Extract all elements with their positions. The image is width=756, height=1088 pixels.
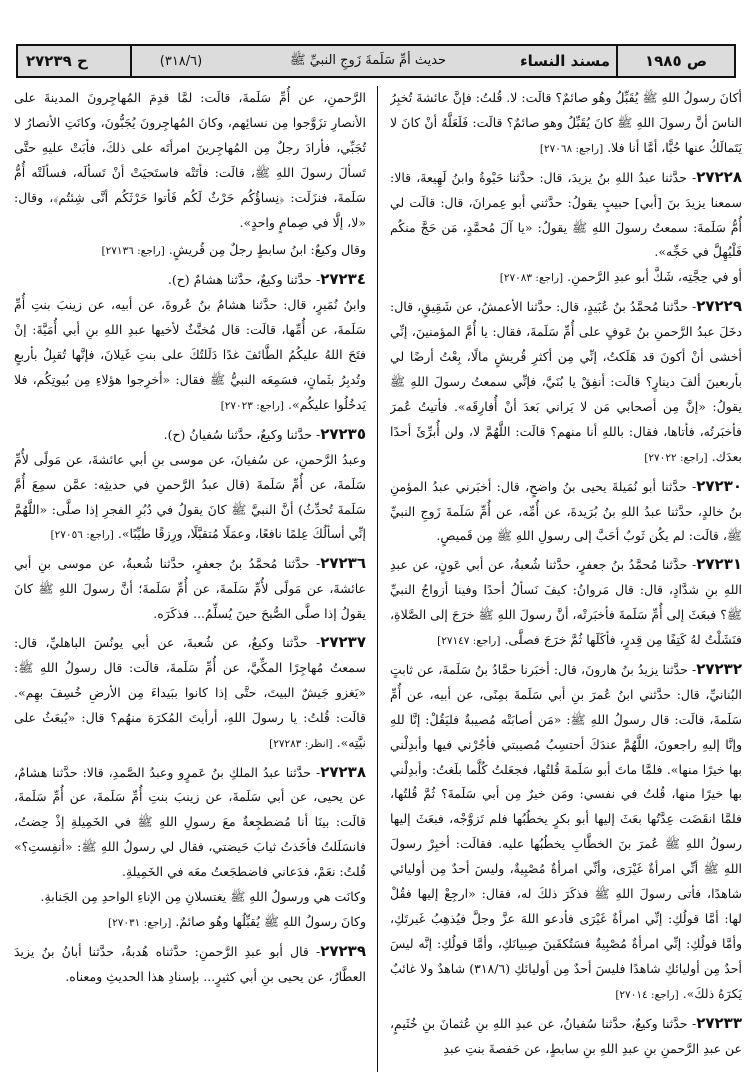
cross-reference: [راجع: ٢٧٠٣١]	[108, 917, 172, 929]
volume-reference: (٣١٨/٦)	[130, 46, 230, 76]
hadith-text: - حدَّثنا مُحمَّدُ بنُ جعفرٍ، حدَّثنا شُعبةُ، عن موسى بنِ أبي عائشةَ، عن مَولًى لأُمِّ سَلَمةَ، عن أُمِّ سَلَمةَ؛ أنَّ رسولَ اللهِ ﷺ كانَ يقولُ إذا صلَّى الصُّبحَ حينَ يُسلِّمُ... فذكَرَه.	[14, 556, 366, 622]
hadith-text: - قال أبو عبدِ الرَّحمنِ: حدَّثناه هُدبةُ، حدَّثنا أبانُ بنُ يزيدَ العطَّارُ، عن يحيى بنِ أبي كثيرٍ... بإسنادِ هذا الحديثِ ومعناه.	[14, 943, 366, 984]
right-column	[390, 86, 742, 1076]
hadith-title: - حدَّثنا وكيعٌ، حدَّثنا سُفيانُ (ح).	[163, 426, 321, 442]
hadith-text: - حدَّثنا يزيدُ بنُ هارونَ، قال: أخبَرنا حمَّادُ بنُ سَلَمةَ، عن ثابتٍ البُنانيِّ، قال: حدَّثني ابنُ عُمرَ بنِ أبي سَلَمةَ بمِنًى، عن أبيه، عن أُمِّ سَلَمةَ، قالَت: قال رسولُ اللهِ ﷺ: «مَن أصابَتْه مُصيبةٌ فليَقُلْ: إنَّا للهِ وإنَّا إليهِ راجعونَ، اللَّهُمَّ عندَكَ أحتسِبُ مُصيبتي فأجُرْني فيها وأبدِلْني بها خيرًا منها». فلمَّا ماتَ أبو سَلَمةَ قُلتُها، فجعَلتُ كُلَّما بلَغتُ: وأبدِلْني بها خيرًا منها، قُلتُ في نفسي: ومَن خيرٌ مِن أبي سَلَمةَ؟ ثُمَّ قُلتُها، فلمَّا انقَضَت عِدَّتُها بعَثَ إليها أبو بكرٍ يخطُبُها فلم تَزوَّجْه، فبعَثَ إليها رسولُ اللهِ ﷺ عُمرَ بنَ الخطَّابِ يخطُبُها عليه. فقالَت: أخبِرْ رسولَ اللهِ ﷺ أنِّي امرأةٌ غَيْرَى، وأنِّي امرأةٌ مُصْبِيةٌ، وليسَ أحدٌ مِن أوليائي شاهدًا، فأتى رسولَ اللهِ ﷺ فذكَرَ ذلكَ له، فقال: «ارجِعْ إليها فقُلْ لها: أمَّا قولُكِ: إنِّي امرأةٌ غَيْرَى فأدعو اللهَ عزَّ وجلَّ فيُذهِبُ غَيرتَكِ، وأمَّا قولُكِ: إنِّي امرأةٌ مُصْبِيةٌ فسَتُكفَينَ صِبيانَكِ، وأمَّا قولُكِ: إنَّه ليسَ أحدٌ مِن أوليائكِ شاهدًا فليسَ أحدٌ مِن أوليائكِ (٣١٨/٦) شاهدٌ ولا غائبٌ يَكرَهُ ذلكَ».	[390, 661, 742, 1001]
cross-reference: [راجع: ٢٧٠٦٨]	[539, 142, 604, 155]
paragraph-text: الرَّحمنِ، عن أُمِّ سَلَمةَ، قالَت: لمَّا قدِمَ المُهاجِرونَ المدينةَ على الأنصارِ تزَوَّجوا مِن نسائِهم، وكانَ المُهاجِرونَ يُجَبُّونَ، وكانَتِ الأنصارُ لا تُجَبِّي، فأرادَ رجلٌ مِن المُهاجِرينَ امرأتَه على ذلكَ، فأبَتْ عليهِ حتَّى تَسألَ رسولَ اللهِ ﷺ، قالَت: فأتَتْه فاستَحيَتْ أنْ تَسألَه، فسألَتْه أُمُّ سَلَمةَ، فنزَلَت: ﴿نِساؤُكُم حَرْثٌ لَكُم فَأتوا حَرْثَكُم أنَّى شِئتُم﴾، وقال: «لا، إلَّا في صِمامٍ واحدٍ».	[14, 90, 366, 230]
hadith-number: ٢٧٢٢٨	[696, 167, 742, 186]
hadith-entry	[390, 294, 742, 470]
hadith-entry	[14, 422, 366, 448]
paragraph	[390, 86, 742, 162]
cross-reference: [راجع: ٢٧١٣٦]	[101, 245, 165, 258]
paragraph-text: وكانَت هي ورسولُ اللهِ ﷺ يغتسلانِ مِن الإناءِ الواحدِ مِن الجَنابةِ.	[40, 889, 366, 905]
hadith-section-title: حديث أمِّ سَلَمةَ زَوجِ النبيِّ ﷺ	[289, 52, 447, 68]
hadith-text: - حدَّثنا عبدُ الملكِ بنُ عَمرٍو وعبدُ الصَّمدِ، قالا: حدَّثنا هشامٌ، عن يحيى، عن أبي سَلَمةَ، عن زينبَ بنتِ أُمِّ سَلَمةَ، عن أُمِّ سَلَمةَ، قالَت: بينَا أنا مُضطجِعةٌ معَ رسولِ اللهِ ﷺ في الخَمِيلةِ إذْ حِضتُ، فانسَلَلتُ فأخَذتُ ثيابَ حَيضتي، فقال لي رسولُ اللهِ ﷺ: «أنفِستِ؟» قُلتُ: نعَمْ، فدَعاني فاضطجَعتُ معَه في الخَمِيلةِ.	[14, 764, 366, 880]
hadith-number: ٢٧٢٣١	[696, 555, 742, 574]
cross-reference: [راجع: ٢٧٠٨٣]	[499, 272, 564, 285]
cross-reference: [راجع: ٢٧٠١٤]	[615, 988, 679, 1001]
cross-reference: [راجع: ٢٧١٤٧]	[437, 635, 501, 648]
hadith-number: ٢٧٢٣٥	[320, 424, 366, 443]
hadith-text: - حدَّثنا وكيعٌ، عن شُعبةَ، عن أبي يونُسَ الباهليِّ، قال: سمعتُ مُهاجِرًا المكِّيَّ، عن أُمِّ سَلَمةَ، قالَت: قال رسولُ اللهِ ﷺ: «يَغزو جَيشٌ البيتَ، حتَّى إذا كانوا ببَيداءَ مِن الأرضِ خُسِفَ بهِم». قالَت: قُلتُ: يا رسولَ اللهِ، أرأيتَ المُكرَهَ منهُم؟ قال: «يُبعَثُ على نيَّتِه».	[14, 635, 366, 750]
hadith-range: ح ٢٧٢٣٩	[26, 52, 88, 70]
hadith-number: ٢٧٢٣٤	[320, 270, 366, 289]
hadith-entry	[390, 552, 742, 654]
paragraph-text: أو في حِجَّتِه، شَكَّ أبو عبدِ الرَّحمنِ.	[567, 269, 742, 285]
cross-reference: [راجع: ٢٧٠٢٣]	[220, 399, 284, 412]
hadith-entry	[14, 267, 366, 293]
hadith-number: ٢٧٢٣٦	[320, 554, 366, 573]
hadith-number: ٢٧٢٢٩	[696, 297, 742, 316]
hadith-title: - حدَّثنا وكيعٌ، حدَّثنا هشامٌ (ح).	[167, 272, 321, 288]
paragraph-text: أكانَ رسولُ اللهِ ﷺ يُقَبِّلُ وهُو صائمٌ؟ قالَت: لا. قُلتُ: فإنَّ عائشةَ تُخبِرُ الناسَ أنَّ رسولَ اللهِ ﷺ كانَ يُقَبِّلُ وهو صائمٌ؟ قالَت: فَلَعَلَّهُ أنْ كانَ لا يَتَمالَكُ عنها حُبًّا، أمَّا أنا فلا.	[390, 90, 742, 155]
paragraph-text: وعبدُ الرَّحمنِ، عن سُفيانَ، عن موسى بنِ أبي عائشةَ، عن مَولًى لأُمِّ سَلَمةَ، عن أُمِّ سَلَمةَ (قال عبدُ الرَّحمنِ في حديثِه: عمَّن سمِعَ أُمَّ سَلَمةَ تُحدِّثُ) أنَّ النبيَّ ﷺ كانَ يقولُ في دُبُرِ الفجرِ إذا صلَّى: «اللَّهُمَّ إنِّي أسألُكَ عِلمًا نافعًا، وعمَلًا مُتقبَّلًا، ورِزقًا طيِّبًا».	[14, 451, 366, 542]
hadith-entry	[14, 939, 366, 990]
musnad-title: مسند النساء	[519, 52, 610, 70]
left-column	[14, 86, 366, 1076]
hadith-number: ٢٧٢٣٠	[696, 476, 742, 495]
hadith-entry	[390, 165, 742, 266]
hadith-text: - حدَّثنا وكيعٌ، حدَّثنا سُفيانُ، عن عبدِ اللهِ بنِ عُثمانَ بنِ خُثَيمٍ، عن عبدِ الرَّحمنِ بنِ عبدِ اللهِ بنِ سابطٍ، عن حَفصةَ بنتِ عبدِ	[390, 1015, 742, 1056]
hadith-text: - حدَّثنا أبو نُمَيلةَ يحيى بنُ واضحٍ، قال: أخبَرني عبدُ المؤمنِ بنُ خالدٍ، حدَّثنا عبدُ اللهِ بنُ بُرَيدةَ، عن أُمِّه، عن أُمِّ سَلَمةَ زَوجِ النبيِّ ﷺ، قالَت: لم يكُن ثَوبٌ أحَبَّ إلى رسولِ اللهِ ﷺ مِن قَميصٍ.	[390, 478, 742, 544]
hadith-number: ٢٧٢٣٩	[320, 941, 366, 960]
hadith-text: - حدَّثنا عبدُ اللهِ بنُ يزيدَ، قال: حدَّثنا حَيْوةُ وابنُ لَهِيعةَ، قالا: سمعنا يزيدَ بنَ [أبي] حبيبٍ يقولُ: حدَّثني أبو عِمرانَ، قال: قالَت لي أُمُّ سَلَمةَ: سمعتُ رسولَ اللهِ ﷺ يقولُ: «يا آلَ مُحمَّدٍ، مَن حَجَّ منكُم فَلْيُهِلَّ في حَجِّه».	[390, 169, 742, 260]
page-number: ص ١٩٨٥	[616, 46, 734, 76]
hadith-number: ٢٧٢٣٣	[696, 1013, 742, 1032]
paragraph	[14, 910, 366, 936]
paragraph	[390, 265, 742, 291]
hadith-number: ٢٧٢٣٨	[320, 762, 366, 781]
hadith-entry	[14, 630, 366, 757]
column-divider	[377, 86, 378, 1072]
hadith-entry	[14, 760, 366, 886]
page-header	[16, 44, 736, 78]
cross-reference: [راجع: ٢٧٠٢٢]	[644, 451, 708, 464]
paragraph-text: وابنُ نُمَيرٍ، قال: حدَّثنا هشامُ بنُ عُروةَ، عن أبيه، عن زينبَ بنتِ أُمِّ سَلَمةَ، عن أُمِّها، قالَت: قال مُخنَّثٌ لأخيها عبدِ اللهِ بنِ أبي أُمَيَّةَ: إنْ فتَحَ اللهُ عليكُمُ الطَّائفَ غدًا دَلَلتُكَ على بنتِ غَيلانَ، فإنَّها تُقبِلُ بأربعٍ وتُدبِرُ بثَمانٍ، فسَمِعَه النبيُّ ﷺ فقال: «أخرِجوا هؤلاءِ مِن بُيوتِكُم، فلا يَدخُلُوا عليكُم».	[14, 297, 366, 412]
hadith-entry	[390, 657, 742, 1008]
cross-reference: [انظر: ٢٧٢٨٣]	[269, 737, 333, 750]
hadith-entry	[390, 1011, 742, 1062]
paragraph-text: وقال وكيعٌ: ابنُ سابطٍ رجلٌ مِن قُريشٍ.	[168, 242, 366, 258]
paragraph	[14, 885, 366, 910]
paragraph	[14, 238, 366, 264]
paragraph	[14, 293, 366, 419]
hadith-entry	[14, 551, 366, 627]
cross-reference: [راجع: ٢٧٠٥٦]	[50, 529, 114, 542]
paragraph	[14, 86, 366, 235]
paragraph	[14, 448, 366, 549]
paragraph-text: وكانَ رسولُ اللهِ ﷺ يُقبِّلُها وهُو صائمٌ.	[175, 914, 366, 929]
hadith-number: ٢٧٢٣٢	[696, 659, 742, 678]
hadith-text: - حدَّثنا مُحمَّدُ بنُ جعفرٍ، حدَّثنا شُعبةُ، عن أبي عَونٍ، عن عبدِ اللهِ بنِ شدَّادٍ، قال: قال مَروانُ: كيفَ نَسألُ أحدًا وفينا أزواجُ النبيِّ ﷺ؟ فبعَثَ إلى أُمِّ سَلَمةَ فأخبَرتْه، أنَّ رسولَ اللهِ ﷺ خرَجَ إلى الصَّلاةِ، فنَشَلْتُ لهُ كَتِفًا مِن قِدرٍ، فأكَلَها ثُمَّ خرَجَ فصلَّى.	[390, 557, 742, 648]
hadith-text: - حدَّثنا مُحمَّدُ بنُ عُبَيدٍ، قال: حدَّثنا الأعمشُ، عن شَقِيقٍ، قال: دخَلَ عبدُ الرَّحمنِ بنُ عَوفٍ على أُمِّ سَلَمةَ، فقال: يا أُمَّ المؤمنينَ، إنِّي أخشى أنْ أكونَ قد هَلَكتُ، إنِّي مِن أكثرِ قُريشٍ مالًا، بِعْتُ أرضًا لي بأربعينَ ألفَ دينارٍ؟ قالَت: أنفِقْ يا بُنَيَّ، فإنِّي سمعتُ رسولَ اللهِ ﷺ يقولُ: «إنَّ مِن أصحابي مَن لا يَراني بَعدَ أنْ أُفارِقَه». فأتيتُ عُمرَ فأخبَرتُه، فأتاها، فقال: باللهِ أنا منهم؟ قالَت: اللَّهُمَّ لا، ولن أُبرِّئَ أحدًا بعدَك.	[390, 299, 742, 464]
hadith-entry	[390, 474, 742, 550]
hadith-number: ٢٧٢٣٧	[320, 633, 366, 652]
